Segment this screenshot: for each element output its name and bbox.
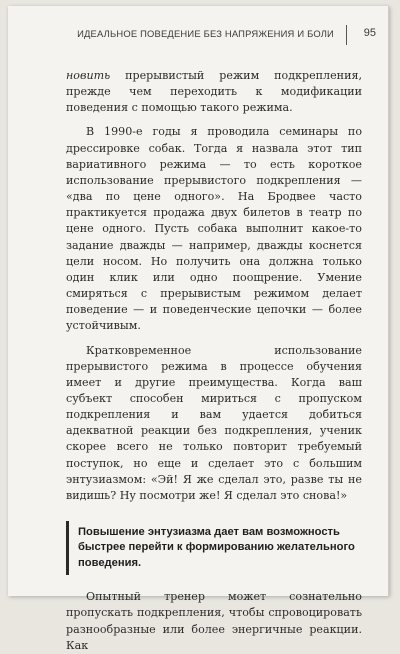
paragraph-4: Опытный тренер может сознательно пропускать подкрепления, чтобы спровоцировать разнообразные или более энергичные реакции. Как [66, 590, 362, 652]
paragraph-1-text: прерывистый режим подкрепления, прежде чем переходить к модификации поведения с помощью такого режима. [66, 69, 362, 115]
callout-box: Повышение энтузиазма дает вам возможность быстрее перейти к формированию желательного поведения. [66, 521, 362, 575]
paragraph-1 [66, 68, 362, 116]
page-number: 95 [363, 27, 376, 39]
page-header [70, 24, 380, 46]
running-title: ИДЕАЛЬНОЕ ПОВЕДЕНИЕ БЕЗ НАПРЯЖЕНИЯ И БОЛИ [77, 28, 334, 39]
paragraph-1-italic: новить [66, 69, 111, 82]
header-divider [346, 25, 347, 45]
paragraph-2: В 1990-е годы я проводила семинары по дрессировке собак. Тогда я назвала этот тип вариативного режима — то есть короткое использование прерывистого подкрепления — «два по цене одного». На Бродвее часто практикуется продажа двух билетов в театр по цене одного. Пусть собака выполнит какое-то задание дважды — например, дважды коснется цели носом. Но получить она должна только один клик или одно поощрение. Умение смиряться с прерывистым режимом делает поведение — и поведенческие цепочки — более устойчивым. [66, 125, 362, 333]
paragraph-3: Кратковременное использование прерывистого режима в процессе обучения имеет и другие преимущества. Когда ваш субъект способен мириться с пропуском подкрепления и вам удается добиться адекватной реакции без подкрепления, ученик скорее всего не только повторит требуемый поступок, но еще и сделает это с большим энтузиазмом: «Эй! Я же сделал это, разве ты не видишь? Ну посмотри же! Я сделал это снова!» [66, 343, 362, 502]
body-text [66, 68, 362, 654]
